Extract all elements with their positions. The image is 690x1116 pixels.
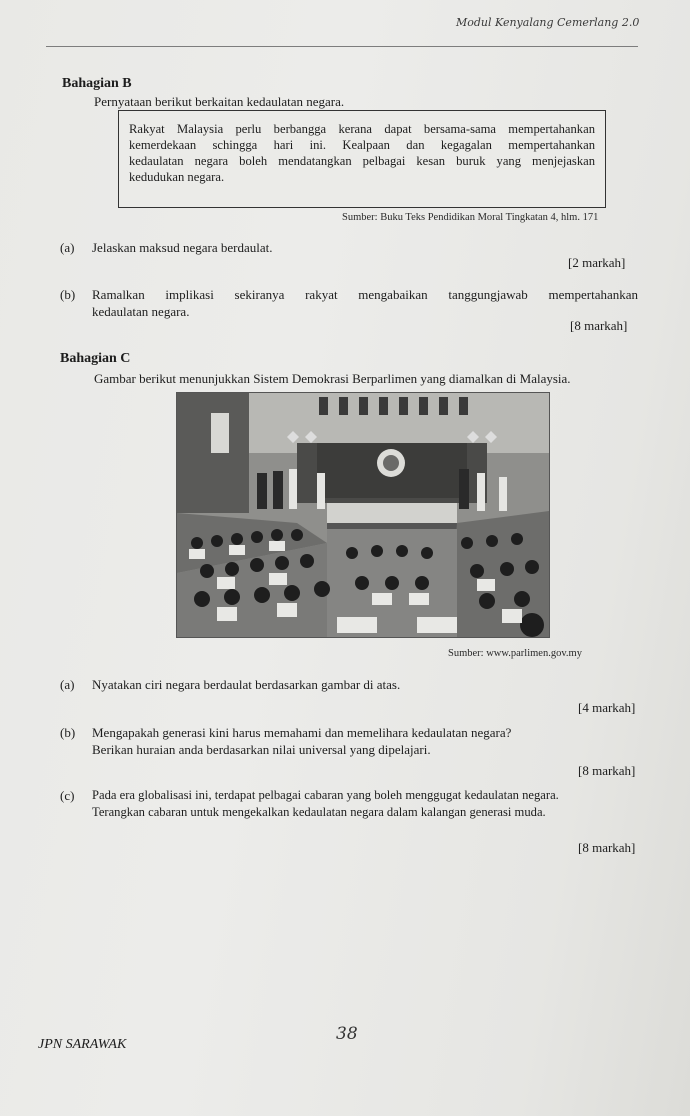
quote-source: Sumber: Buku Teks Pendidikan Moral Tingkatan 4, hlm. 171 (342, 212, 599, 223)
marks-label: [2 markah] (568, 255, 626, 270)
question-text: kedaulatan negara. (92, 304, 190, 319)
question-label: (b) (60, 287, 76, 302)
photo-source: Sumber: www.parlimen.gov.my (448, 648, 582, 659)
marks-label: [8 markah] (570, 318, 628, 333)
section-b-heading: Bahagian B (62, 76, 132, 91)
quote-line: kedaulatan negara boleh mendatangkan pelbagai kesan buruk yang menjejaskan (129, 154, 595, 168)
section-c-intro: Gambar berikut menunjukkan Sistem Demokrasi Berparlimen yang diamalkan di Malaysia. (94, 371, 571, 386)
footer-org: JPN SARAWAK (38, 1037, 127, 1052)
quote-line: kemerdekaan schingga hari ini. Kealpaan dan kegagalan mempertahankan (129, 138, 595, 152)
header-divider (46, 46, 638, 47)
section-b-intro: Pernyataan berikut berkaitan kedaulatan negara. (94, 94, 345, 109)
parliament-image (177, 393, 549, 637)
section-c-heading: Bahagian C (60, 351, 131, 366)
page-number: 38 (336, 1024, 358, 1044)
question-label: (a) (60, 677, 75, 692)
quote-line: Rakyat Malaysia perlu berbangga kerana dapat bersama-sama mempertahankan (129, 122, 595, 136)
question-text: Pada era globalisasi ini, terdapat pelbagai cabaran yang boleh menggugat kedaulatan negara. (92, 788, 559, 802)
quote-box (118, 110, 606, 208)
quote-line: kedudukan negara. (129, 170, 225, 184)
question-text: Mengapakah generasi kini harus memahami dan memelihara kedaulatan negara? (92, 725, 512, 740)
question-text: Terangkan cabaran untuk mengekalkan kedaulatan negara dalam kalangan generasi muda. (92, 805, 546, 819)
module-title: Modul Kenyalang Cemerlang 2.0 (456, 16, 640, 29)
marks-label: [8 markah] (578, 763, 636, 778)
parliament-photo (176, 392, 550, 638)
question-text: Berikan huraian anda berdasarkan nilai universal yang dipelajari. (92, 742, 431, 757)
question-text: Jelaskan maksud negara berdaulat. (92, 240, 273, 255)
question-label: (c) (60, 788, 75, 803)
question-text: Nyatakan ciri negara berdaulat berdasarkan gambar di atas. (92, 677, 401, 692)
marks-label: [8 markah] (578, 840, 636, 855)
question-label: (a) (60, 240, 75, 255)
question-label: (b) (60, 725, 76, 740)
question-text: Ramalkan implikasi sekiranya rakyat mengabaikan tanggungjawab mempertahankan (92, 287, 638, 302)
marks-label: [4 markah] (578, 700, 636, 715)
